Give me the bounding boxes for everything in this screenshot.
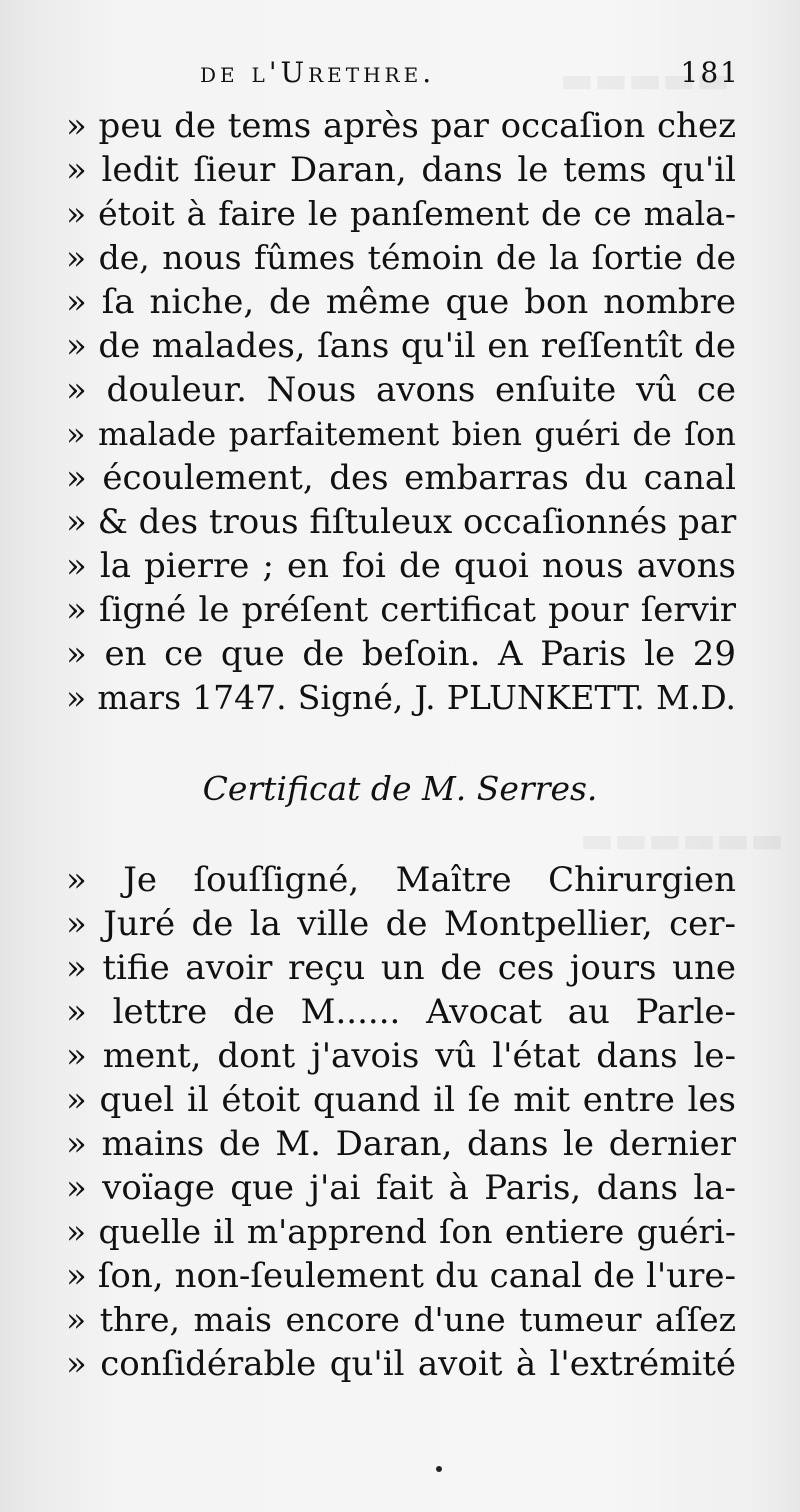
text-line: » douleur. Nous avons enſuite vû ce [66,370,736,410]
text-line: » de, nous fûmes témoin de la ſortie de [66,238,736,277]
text-line: » thre, mais encore d'une tumeur aſſez [66,1300,736,1339]
text-line: » écoulement, des embarras du canal [66,458,736,498]
running-title: de l'Urethre. [200,56,436,89]
text-line: » tifie avoir reçu un de ces jours une [66,948,736,988]
text-line: » la pierre ; en foi de quoi nous avons [66,546,736,586]
ink-speck [436,1466,442,1472]
text-line: » mars 1747. Signé, J. PLUNKETT. M.D. [66,678,736,717]
text-line: » étoit à faire le panſement de ce mala- [66,194,736,233]
text-line: » ſigné le préſent certificat pour ſervir [66,590,736,630]
text-line: » & des trous fiſtuleux occaſionnés par [66,502,737,542]
text-line: » mains de M. Daran, dans le dernier [66,1124,736,1164]
text-line: » peu de tems après par occaſion chez [66,106,736,146]
text-line: » quel il étoit quand il ſe mit entre les [66,1080,736,1120]
page-header [200,50,740,104]
text-line: » de malades, ſans qu'il en reſſentît de [66,326,736,366]
text-line: » ſa niche, de même que bon nombre [66,282,736,322]
text-line: » Juré de la ville de Montpellier, cer- [66,904,736,944]
text-line: » malade parfaitement bien guéri de ſon [66,415,736,453]
text-line: » ment, dont j'avois vû l'état dans le- [66,1036,736,1076]
text-line: » lettre de M...... Avocat au Parle- [66,992,736,1032]
text-line: » quelle il m'apprend ſon entiere guéri- [66,1212,736,1251]
text-line: » Je ſouſſigné, Maître Chirurgien [66,860,736,900]
text-line: » voïage que j'ai fait à Paris, dans la- [66,1168,736,1208]
text-line: » ledit ſieur Daran, dans le tems qu'il [66,150,736,190]
text-line: » en ce que de beſoin. A Paris le 29 [66,634,736,674]
text-line: » ſon, non-ſeulement du canal de l'ure- [66,1256,736,1296]
page-number: 181 [680,56,740,89]
text-line: » conſidérable qu'il avoit à l'extrémité [66,1344,736,1384]
section-heading: Certificat de M. Serres. [202,769,598,808]
show-through-shadow [580,820,784,861]
